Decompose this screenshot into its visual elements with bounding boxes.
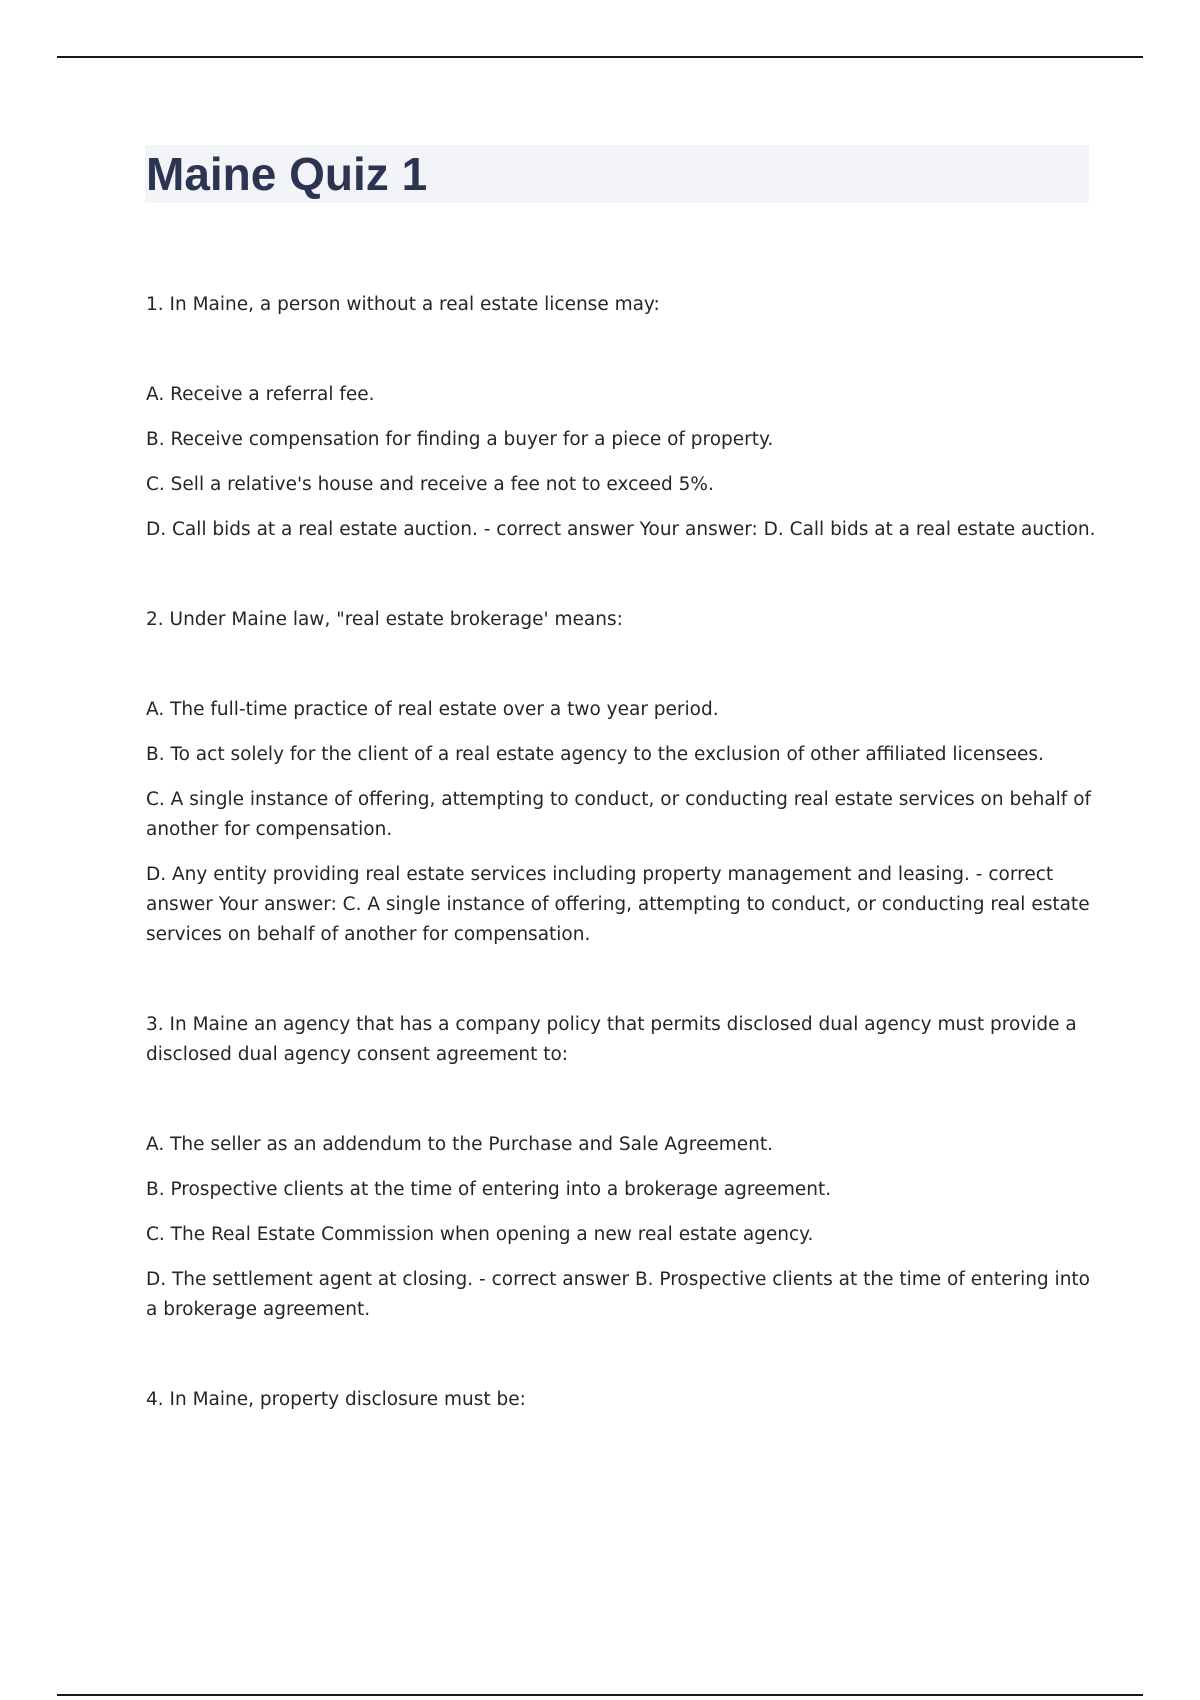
question-3-prompt: 3. In Maine an agency that has a company policy that permits disclosed dual agency must provide a disclosed dual agency consent agreement to: <box>146 1014 1077 1065</box>
bottom-divider <box>57 1694 1143 1696</box>
top-divider <box>57 56 1143 58</box>
question-3-option-c: C. The Real Estate Commission when opening a new real estate agency. <box>146 1224 814 1245</box>
question-3-option-a: A. The seller as an addendum to the Purchase and Sale Agreement. <box>146 1134 774 1155</box>
question-block-2 <box>146 605 1096 950</box>
question-1-option-a: A. Receive a referral fee. <box>146 384 375 405</box>
question-3-option-b: B. Prospective clients at the time of entering into a brokerage agreement. <box>146 1179 832 1200</box>
question-2-option-c: C. A single instance of offering, attempting to conduct, or conducting real estate services on behalf of another for compensation. <box>146 789 1092 840</box>
question-4-prompt: 4. In Maine, property disclosure must be: <box>146 1389 526 1410</box>
question-2-option-a: A. The full-time practice of real estate over a two year period. <box>146 699 719 720</box>
quiz-content <box>146 290 1096 1475</box>
question-3-option-d: D. The settlement agent at closing. - correct answer B. Prospective clients at the time of entering into a brokerage agreement. <box>146 1269 1090 1320</box>
question-2-option-d: D. Any entity providing real estate services including property management and leasing. - correct answer Your answer: C. A single instance of offering, attempting to conduct, or conducting real estate services on behalf of another for compensation. <box>146 864 1090 945</box>
question-1-prompt: 1. In Maine, a person without a real estate license may: <box>146 294 660 315</box>
question-block-4 <box>146 1385 1096 1415</box>
question-1-option-d: D. Call bids at a real estate auction. - correct answer Your answer: D. Call bids at a real estate auction. <box>146 519 1096 540</box>
question-block-3 <box>146 1010 1096 1325</box>
question-1-option-b: B. Receive compensation for finding a buyer for a piece of property. <box>146 429 774 450</box>
question-1-option-c: C. Sell a relative's house and receive a fee not to exceed 5%. <box>146 474 714 495</box>
question-2-option-b: B. To act solely for the client of a real estate agency to the exclusion of other affiliated licensees. <box>146 744 1044 765</box>
page-title: Maine Quiz 1 <box>146 148 428 200</box>
question-2-prompt: 2. Under Maine law, "real estate brokerage' means: <box>146 609 623 630</box>
question-block-1 <box>146 290 1096 545</box>
